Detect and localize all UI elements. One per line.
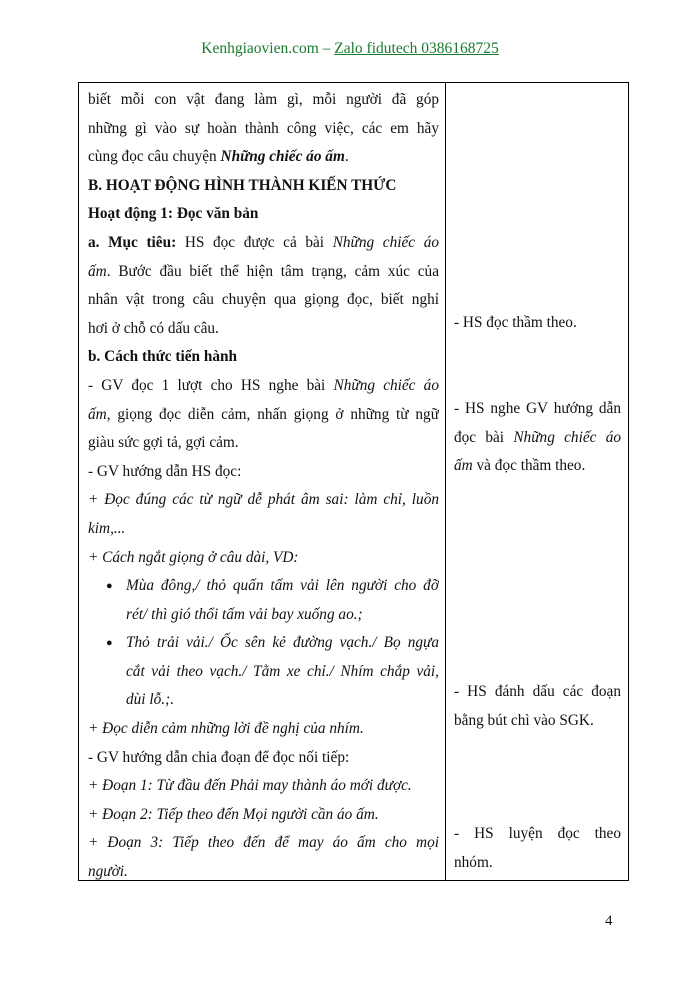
example-2-line-3: dùi lỗ.;.	[126, 691, 175, 709]
hs-response-3-line-2: bằng bút chì vào SGK.	[454, 711, 594, 729]
part-1: + Đoạn 1: Từ đầu đến Phải may thành áo mới được.	[88, 777, 412, 795]
header-contact-link[interactable]: Zalo fidutech 0386168725	[334, 40, 499, 57]
gv-read-line-1: - GV đọc 1 lượt cho HS nghe bài Những chiếc áo	[88, 376, 439, 394]
hs-response-3-line-1: - HS đánh dấu các đoạn	[454, 683, 621, 700]
hs-response-1	[454, 309, 621, 338]
goal-line-4: hơi ở chỗ có dấu câu.	[88, 319, 219, 337]
part-3-line-2: người.	[88, 863, 128, 881]
hs-response-2-line-2: đọc bài Những chiếc áo	[454, 428, 621, 446]
hs-response-2-line-3: ấm và đọc thầm theo.	[454, 457, 586, 475]
goal-line-1: a. Mục tiêu: HS đọc được cả bài Những chiếc áo	[88, 233, 439, 251]
example-1-line-1: Mùa đông,/ thỏ quấn tấm vải lên người cho đỡ	[126, 577, 439, 595]
page-number: 4	[605, 913, 613, 929]
read-tip-2: + Cách ngắt giọng ở câu dài, VD:	[88, 548, 299, 566]
read-tip-1-line-1: + Đọc đúng các từ ngữ dễ phát âm sai: làm chỉ, luồn	[88, 491, 439, 509]
part-3-line-1: + Đoạn 3: Tiếp theo đến để may áo ấm cho mọi	[88, 834, 439, 852]
gv-read-line-3: giàu sức gợi tả, gợi cảm.	[88, 434, 239, 452]
hs-response-4-line-1: - HS luyện đọc theo	[454, 825, 621, 842]
gv-read-line-2: ấm, giọng đọc diễn cảm, nhấn giọng ở những từ ngữ	[88, 405, 439, 423]
bullet-icon: ●	[106, 580, 113, 593]
intro-line-2: những gì vào sự hoàn thành công việc, các em hãy	[88, 119, 439, 137]
hs-response-4-line-2: nhóm.	[454, 853, 493, 871]
example-2-line-2: cắt vải theo vạch./ Tằm xe chỉ./ Nhím chắp vải,	[126, 662, 439, 680]
page-header	[0, 40, 700, 58]
hs-response-2	[454, 395, 621, 481]
goal-label: a. Mục tiêu:	[88, 233, 177, 251]
intro-line-3: cùng đọc câu chuyện Những chiếc áo ấm.	[88, 148, 349, 166]
section-b-heading: B. HOẠT ĐỘNG HÌNH THÀNH KIẾN THỨC	[88, 176, 397, 194]
read-tip-3: + Đọc diễn cảm những lời đề nghị của nhím.	[88, 720, 364, 738]
header-site: Kenhgiaovien.com –	[201, 40, 331, 57]
example-2	[88, 629, 439, 715]
teacher-activities-column	[79, 83, 446, 880]
read-tip-1-line-2: kim,...	[88, 519, 126, 537]
part-2: + Đoạn 2: Tiếp theo đến Mọi người cần áo ấm.	[88, 805, 379, 823]
method-heading: b. Cách thức tiến hành	[88, 348, 238, 366]
intro-line-1: biết mỗi con vật đang làm gì, mỗi người đã góp	[88, 91, 439, 108]
hs-response-4	[454, 820, 621, 877]
student-activities-column	[446, 83, 628, 880]
activity-1-heading: Hoạt động 1: Đọc văn bản	[88, 205, 259, 223]
bullet-icon: ●	[106, 637, 113, 650]
hs-response-2-line-1: - HS nghe GV hướng dẫn	[454, 400, 621, 417]
gv-guide-parts: - GV hướng dẫn chia đoạn để đọc nối tiếp:	[88, 748, 350, 766]
gv-guide-read: - GV hướng dẫn HS đọc:	[88, 462, 242, 480]
lesson-table	[78, 82, 629, 881]
goal-line-2: ấm. Bước đầu biết thể hiện tâm trạng, cảm xúc của	[88, 262, 439, 280]
goal-line-3: nhân vật trong câu chuyện qua giọng đọc, biết nghỉ	[88, 291, 439, 309]
story-title: Những chiếc áo ấm	[220, 148, 345, 166]
hs-response-1-text: - HS đọc thầm theo.	[454, 314, 577, 331]
example-1	[88, 572, 439, 629]
hs-response-3	[454, 678, 621, 735]
example-1-line-2: rét/ thì gió thổi tấm vải bay xuống ao.;	[126, 605, 363, 623]
example-2-line-1: Thỏ trải vải./ Ốc sên kẻ đường vạch./ Bọ ngựa	[126, 634, 439, 652]
